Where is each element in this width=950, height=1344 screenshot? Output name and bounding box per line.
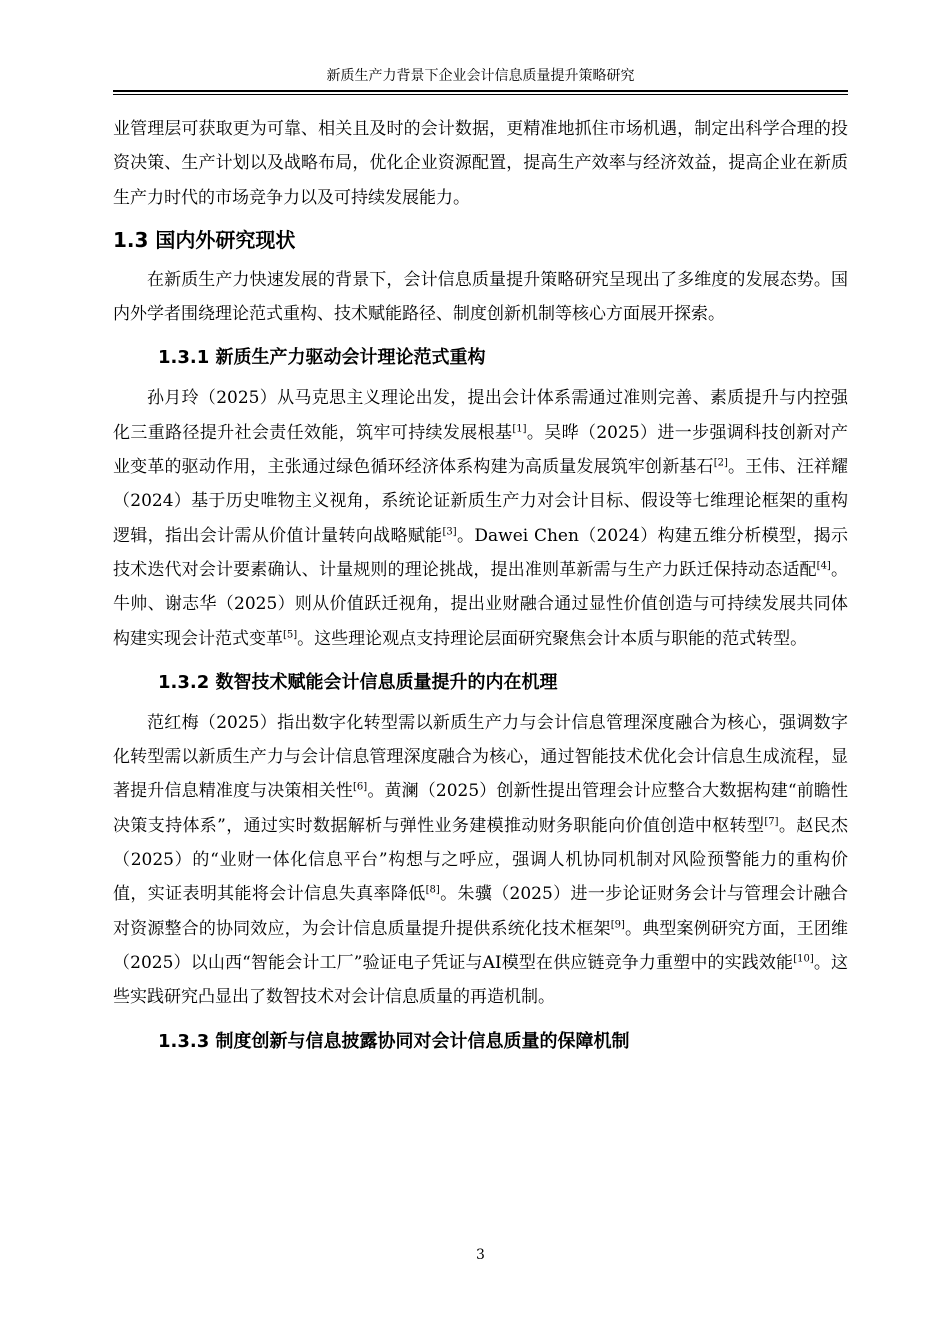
- page-number: 3: [476, 1247, 485, 1263]
- section-1-3-1-paragraph: [113, 381, 848, 655]
- header-rule-thick: [113, 90, 848, 92]
- citation-ref: [10]: [793, 953, 814, 965]
- citation-ref: [9]: [610, 918, 625, 930]
- section-heading-1-3-2: 1.3.2 数智技术赋能会计信息质量提升的内在机理: [158, 671, 558, 693]
- citation-ref: [7]: [764, 816, 779, 828]
- text-segment: 。牛帅、谢志华（2025）则从价值跃迁视角，提出业财融合通过显性价值创造与可持续发展共同体构建实现会计范式变革: [113, 559, 849, 649]
- text-segment: 。赵民杰（2025）的“业财一体化信息平台”构想与之呼应，强调人机协同机制对风险预警能力的重构价值，实证表明其能将会计信息失真率降低: [113, 815, 848, 905]
- citation-ref: [5]: [283, 628, 298, 640]
- text-segment: 范红梅（2025）指出数字化转型需以新质生产力与会计信息管理深度融合为核心，强调数字化转型需以新质生产力与会计信息管理深度融合为核心，通过智能技术优化会计信息生成流程，显著提升信息精准度与决策相关性: [113, 712, 848, 802]
- section-heading-1-3-1: 1.3.1 新质生产力驱动会计理论范式重构: [158, 347, 486, 369]
- citation-ref: [4]: [816, 560, 831, 572]
- section-1-3-2-paragraph: [113, 706, 848, 1015]
- text-segment: 。Dawei Chen（2024）构建五维分析模型，揭示技术迭代对会计要素确认、计量规则的理论挑战，提出准则革新需与生产力跃迁保持动态适配: [113, 525, 848, 580]
- text-segment: 。这些理论观点支持理论层面研究聚焦会计本质与职能的范式转型。: [297, 628, 808, 649]
- section-heading-1-3-3: 1.3.3 制度创新与信息披露协同对会计信息质量的保障机制: [158, 1030, 630, 1052]
- running-header: 新质生产力背景下企业会计信息质量提升策略研究: [326, 68, 635, 84]
- citation-ref: [1]: [512, 423, 527, 435]
- text-segment: 。吴晔（2025）进一步强调科技创新对产业变革的驱动作用，主张通过绿色循环经济体系构建为高质量发展筑牢创新基石: [113, 422, 848, 478]
- header-rule-thin: [113, 94, 848, 95]
- text-segment: 。这些实践研究凸显出了数智技术对会计信息质量的再造机制。: [113, 952, 849, 1008]
- intro-paragraph: 业管理层可获取更为可靠、相关且及时的会计数据，更精准地抓住市场机遇，制定出科学合理的投资决策、生产计划以及战略布局，优化企业资源配置，提高生产效率与经济效益，提高企业在新质生产力时代的市场竞争力以及可持续发展能力。: [113, 119, 848, 208]
- section-heading-1-3: 1.3 国内外研究现状: [113, 227, 296, 252]
- body-content: [113, 112, 848, 1065]
- citation-ref: [8]: [425, 884, 440, 896]
- text-segment: 。王伟、汪祥耀（2024）基于历史唯物主义视角，系统论证新质生产力对会计目标、假设等七维理论框架的重构逻辑，指出会计需从价值计量转向战略赋能: [113, 457, 849, 546]
- citation-ref: [3]: [442, 526, 457, 538]
- citation-ref: [6]: [353, 781, 368, 793]
- text-segment: 。典型案例研究方面，王团维（2025）以山西“智能会计工厂”验证电子凭证与AI模型在供应链竞争力重塑中的实践效能: [113, 918, 849, 973]
- section-1-3-paragraph: 在新质生产力快速发展的背景下，会计信息质量提升策略研究呈现出了多维度的发展态势。国内外学者围绕理论范式重构、技术赋能路径、制度创新机制等核心方面展开探索。: [113, 269, 848, 325]
- text-segment: 孙月玲（2025）从马克思主义理论出发，提出会计体系需通过准则完善、素质提升与内控强化三重路径提升社会责任效能，筑牢可持续发展根基: [113, 388, 848, 443]
- citation-ref: [2]: [713, 457, 728, 469]
- text-segment: 。朱骥（2025）进一步论证财务会计与管理会计融合对资源整合的协同效应，为会计信息质量提升提供系统化技术框架: [113, 884, 849, 939]
- text-segment: 。黄澜（2025）创新性提出管理会计应整合大数据构建“前瞻性决策支持体系”，通过实时数据解析与弹性业务建模推动财务职能向价值创造中枢转型: [113, 781, 848, 836]
